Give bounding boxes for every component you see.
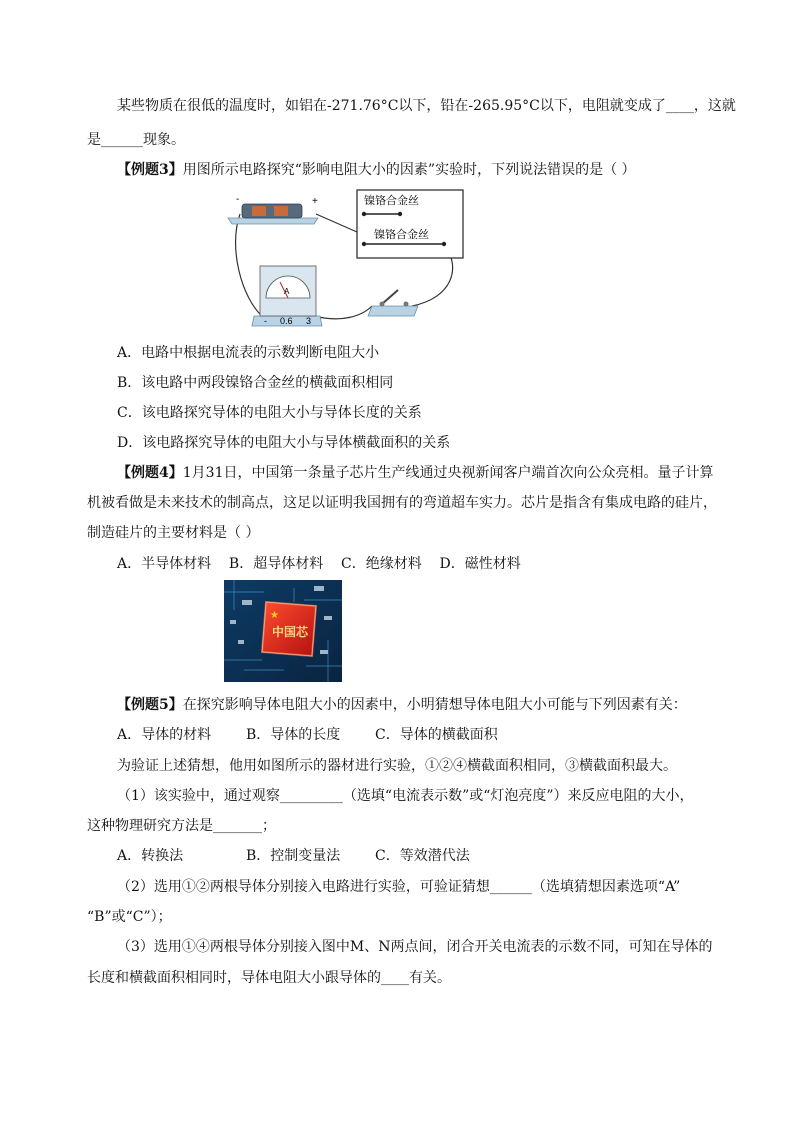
example-5-setup: 为验证上述猜想，他用如图所示的器材进行实验，①②④横截面积相同，③横截面积最大。: [117, 758, 677, 774]
example-3-tag: 【例题3】: [117, 162, 183, 178]
wire-1-label: 镍铬合金丝: [364, 194, 419, 207]
example-4-tag: 【例题4】: [117, 465, 183, 481]
ammeter-letter: A: [284, 287, 290, 296]
chip-photo: [224, 580, 342, 682]
method-b: B．控制变量法: [246, 848, 341, 864]
circuit-wire: [236, 214, 262, 316]
example-4-line-2: 机被看做是未来技术的制高点，这足以证明我国拥有的弯道超车实力。芯片是指含有集成电路的硅片，: [87, 495, 717, 511]
question-3-line-1: （3）选用①④两根导体分别接入图中M、N两点间，闭合开关电流表的示数不同，可知在导体的: [117, 939, 713, 955]
question-1-line-2: 这种物理研究方法是_______；: [87, 818, 276, 834]
intro-line-1: 某些物质在很低的温度时，如铝在-271.76°C以下，铅在-265.95°C以下，电阻就变成了____，这就: [117, 98, 736, 114]
example-3-option-c: C．该电路探究导体的电阻大小与导体长度的关系: [117, 405, 422, 421]
example-4-line-1: 1月31日，中国第一条量子芯片生产线通过央视新闻客户端首次向公众亮相。量子计算: [182, 465, 714, 481]
question-2-line-1: （2）选用①②两根导体分别接入电路进行实验，可验证猜想______（选填猜想因素选项“A”: [117, 879, 681, 895]
question-2-line-2: “B”或“C”）；: [87, 909, 172, 925]
example-3-question: 用图所示电路探究“影响电阻大小的因素”实验时，下列说法错误的是（ ）: [182, 162, 636, 178]
example-3-option-b: B．该电路中两段镍铬合金丝的横截面积相同: [117, 375, 394, 391]
example-4-options: A．半导体材料 B．超导体材料 C．绝缘材料 D．磁性材料: [117, 556, 521, 572]
example-5-tag: 【例题5】: [117, 697, 183, 713]
term-3: 3: [306, 316, 312, 326]
example-3-header: [117, 160, 636, 180]
switch-base: [368, 306, 418, 316]
factor-a: A．导体的材料: [117, 727, 212, 743]
example-5-header: [117, 695, 687, 715]
battery: [242, 204, 302, 218]
switch-lever: [382, 290, 398, 304]
wire-2-label: 镍铬合金丝: [374, 228, 429, 241]
example-5-question: 在探究影响导体电阻大小的因素中，小明猜想导体电阻大小可能与下列因素有关：: [182, 697, 687, 713]
factor-b: B．导体的长度: [246, 727, 341, 743]
battery-minus-label: -: [236, 194, 240, 205]
flag-star: ★: [270, 610, 279, 621]
example-3-option-a: A．电路中根据电流表的示数判断电阻大小: [117, 345, 380, 361]
battery-plus-label: +: [312, 196, 318, 207]
battery-base: [228, 218, 318, 224]
method-a: A．转换法: [117, 848, 184, 864]
circuit-figure: [222, 188, 468, 328]
term-06: 0.6: [280, 316, 293, 326]
question-1-line-1: （1）该实验中，通过观察_________（选填“电流表示数”或“灯泡亮度”）来反应电阻的大小，: [117, 788, 694, 804]
intro-line-2: 是______现象。: [87, 132, 185, 148]
example-4-line-3: 制造硅片的主要材料是（ ）: [87, 525, 260, 541]
term-minus: -: [264, 316, 267, 326]
factor-c: C．导体的横截面积: [375, 727, 498, 743]
method-c: C．等效潜代法: [375, 848, 470, 864]
question-3-line-2: 长度和横截面积相同时，导体电阻大小跟导体的____有关。: [87, 970, 451, 986]
example-4-header: [117, 463, 713, 483]
example-3-option-d: D．该电路探究导体的电阻大小与导体横截面积的关系: [117, 435, 451, 451]
chip-text: 中国芯: [272, 625, 309, 639]
